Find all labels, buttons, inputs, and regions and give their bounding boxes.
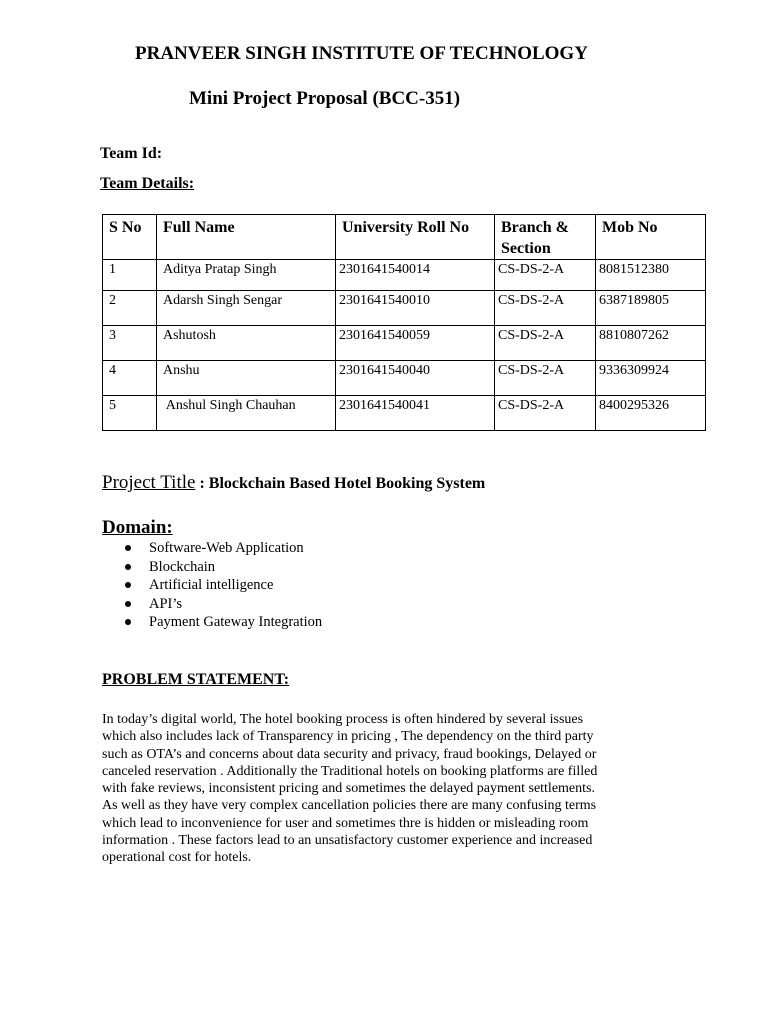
problem-line: information . These factors lead to an unsatisfactory customer experience and increased bbox=[102, 833, 593, 849]
cell-mob: 8081512380 bbox=[599, 262, 669, 277]
list-item bbox=[122, 576, 322, 595]
problem-line: operational cost for hotels. bbox=[102, 850, 252, 866]
domain-item-text: API’s bbox=[149, 595, 183, 612]
cell-name: Ashutosh bbox=[163, 328, 216, 343]
cell-name: Aditya Pratap Singh bbox=[163, 262, 277, 277]
header-mob-no: Mob No bbox=[596, 215, 706, 260]
cell-roll: 2301641540040 bbox=[339, 363, 430, 378]
header-sno: S No bbox=[103, 215, 157, 260]
proposal-title: Mini Project Proposal (BCC-351) bbox=[189, 88, 461, 109]
cell-name: Adarsh Singh Sengar bbox=[163, 293, 282, 308]
cell-sno: 4 bbox=[109, 363, 116, 378]
list-item bbox=[122, 613, 322, 632]
cell-roll: 2301641540059 bbox=[339, 328, 430, 343]
cell-sno: 3 bbox=[109, 328, 116, 343]
cell-mob: 8810807262 bbox=[599, 328, 669, 343]
cell-roll: 2301641540010 bbox=[339, 293, 430, 308]
cell-roll: 2301641540041 bbox=[339, 398, 430, 413]
problem-statement-heading: PROBLEM STATEMENT: bbox=[102, 671, 290, 688]
cell-branch: CS-DS-2-A bbox=[498, 398, 565, 413]
table-row bbox=[103, 396, 706, 431]
project-title bbox=[102, 472, 485, 494]
cell-mob: 9336309924 bbox=[599, 363, 669, 378]
problem-line: such as OTA’s and concerns about data security and privacy, fraud bookings, Delayed or bbox=[102, 746, 597, 762]
list-item bbox=[122, 595, 322, 614]
cell-name: Anshul Singh Chauhan bbox=[163, 398, 296, 413]
bullet-icon bbox=[125, 601, 131, 607]
bullet-icon bbox=[125, 582, 131, 588]
header-branch-section bbox=[495, 215, 596, 260]
cell-mob: 8400295326 bbox=[599, 398, 669, 413]
project-title-value: : Blockchain Based Hotel Booking System bbox=[195, 475, 486, 492]
problem-line: In today’s digital world, The hotel booking process is often hindered by several issues bbox=[102, 712, 584, 727]
problem-line: As well as they have very complex cancellation policies there are many confusing terms bbox=[102, 798, 597, 814]
cell-branch: CS-DS-2-A bbox=[498, 363, 565, 378]
table-header-row bbox=[103, 215, 706, 260]
cell-sno: 5 bbox=[109, 398, 116, 413]
list-item bbox=[122, 558, 322, 577]
problem-line: canceled reservation . Additionally the Traditional hotels on booking platforms are filled bbox=[102, 763, 598, 779]
bullet-icon bbox=[125, 564, 131, 570]
domain-item-text: Artificial intelligence bbox=[149, 577, 274, 593]
domain-item-text: Software-Web Application bbox=[149, 540, 304, 556]
header-roll-no: University Roll No bbox=[336, 215, 495, 260]
cell-roll: 2301641540014 bbox=[339, 262, 430, 277]
list-item bbox=[122, 539, 322, 558]
header-full-name: Full Name bbox=[157, 215, 336, 260]
table-row bbox=[103, 291, 706, 326]
cell-branch: CS-DS-2-A bbox=[498, 328, 565, 343]
bullet-icon bbox=[125, 619, 131, 625]
domain-item-text: Payment Gateway Integration bbox=[149, 614, 323, 630]
problem-line: which also includes lack of Transparency in pricing , The dependency on the third party bbox=[102, 729, 594, 745]
header-branch-line1: Branch & bbox=[501, 219, 569, 236]
project-title-label: Project Title bbox=[102, 472, 196, 493]
cell-sno: 1 bbox=[109, 262, 116, 277]
domain-list bbox=[122, 539, 322, 632]
header-branch-line2: Section bbox=[501, 240, 551, 257]
domain-label: Domain: bbox=[102, 517, 173, 538]
cell-mob: 6387189805 bbox=[599, 293, 669, 308]
cell-branch: CS-DS-2-A bbox=[498, 262, 565, 277]
table-row bbox=[103, 361, 706, 396]
domain-item-text: Blockchain bbox=[149, 558, 216, 575]
cell-sno: 2 bbox=[109, 293, 116, 308]
problem-line: with fake reviews, inconsistent pricing and sometimes the delayed payment settlements. bbox=[102, 781, 595, 797]
institute-title: PRANVEER SINGH INSTITUTE OF TECHNOLOGY bbox=[135, 43, 588, 64]
problem-statement-body bbox=[102, 711, 662, 867]
team-table bbox=[102, 214, 706, 431]
cell-name: Anshu bbox=[163, 363, 200, 378]
problem-line: which lead to inconvenience for user and sometimes thre is hidden or misleading room bbox=[102, 815, 589, 831]
table-row bbox=[103, 326, 706, 361]
cell-branch: CS-DS-2-A bbox=[498, 293, 565, 308]
bullet-icon bbox=[125, 545, 131, 551]
team-id-label: Team Id: bbox=[100, 145, 163, 162]
table-row bbox=[103, 260, 706, 291]
team-details-label: Team Details: bbox=[100, 175, 195, 192]
